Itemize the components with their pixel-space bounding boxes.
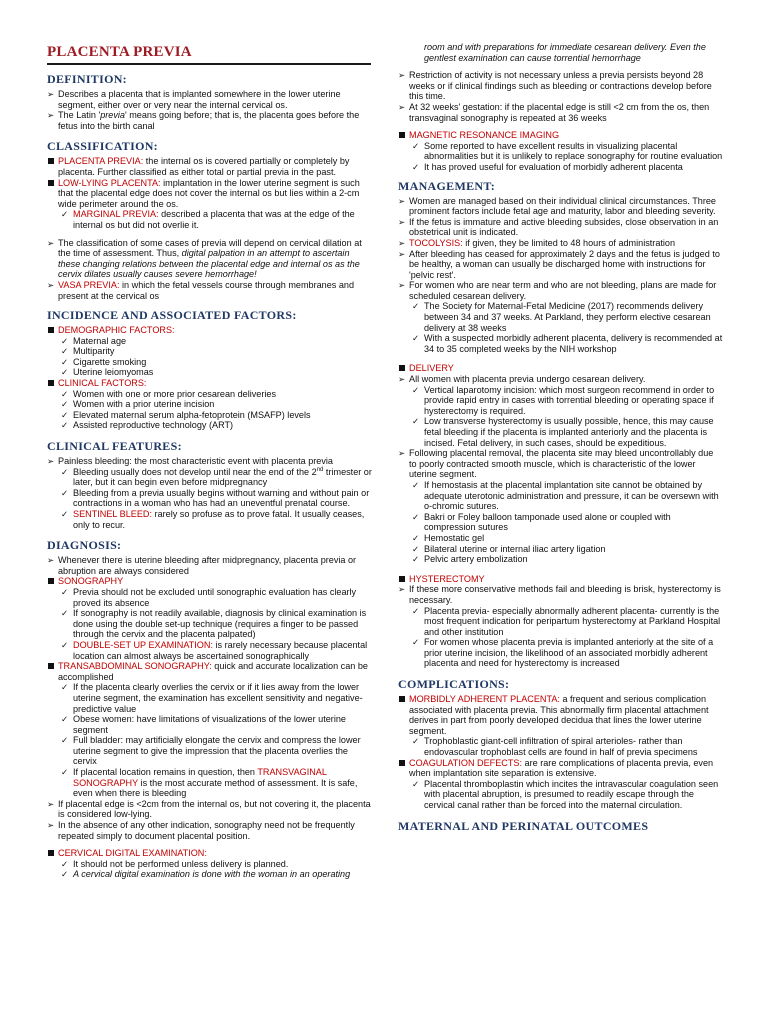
list-item: ✓ Bakri or Foley balloon tamponade used alone or coupled with compression sutures [412, 511, 671, 533]
classification-section [47, 140, 374, 301]
arrow-bullet-icon: ➢ [47, 89, 55, 99]
outcomes-heading: MATERNAL AND PERINATAL OUTCOMES [398, 818, 649, 833]
hysterectomy-section [398, 574, 723, 669]
list-item: TRANSABDOMINAL SONOGRAPHY: quick and accurate localization can be accomplished [47, 661, 374, 682]
list-item: ✓ Obese women: have limitations of visualizations of the lower uterine segment [61, 714, 346, 735]
list-item: HYSTERECTOMY [398, 574, 723, 585]
incidence-section [47, 309, 374, 431]
check-icon: ✓ [61, 466, 69, 477]
square-bullet-icon [48, 578, 54, 584]
check-icon: ✓ [61, 509, 69, 519]
arrow-bullet-icon: ➢ [47, 456, 55, 467]
arrow-bullet-icon: ➢ [398, 448, 406, 459]
incidence-heading: INCIDENCE AND ASSOCIATED FACTORS: [47, 308, 297, 323]
definition-heading: DEFINITION: [47, 72, 127, 86]
list-item: ✓ Some reported to have excellent results in visualizing placental abnormalities but it is unlikely to replace sonography for routine evaluation [412, 140, 723, 162]
arrow-bullet-icon: ➢ [47, 798, 55, 809]
square-bullet-icon [399, 760, 405, 766]
check-icon: ✓ [61, 869, 69, 880]
list-item: ➢ VASA PREVIA: in which the fetal vessels course through membranes and present at the cervical os [47, 279, 355, 301]
list-item: LOW-LYING PLACENTA: implantation in the lower uterine segment is such that the placental edge does not cover the internal os but lies within a 2-cm wide perimeter around the os. [47, 178, 374, 210]
check-icon: ✓ [412, 554, 420, 565]
list-item: ✓ If sonography is not readily available, diagnosis by clinical examination is done using the double set-up technique (requires a finger to be passed through the cervix and the placenta palpated) [61, 608, 367, 640]
check-icon: ✓ [412, 778, 420, 789]
arrow-bullet-icon: ➢ [47, 279, 55, 290]
check-icon: ✓ [412, 479, 420, 490]
check-icon: ✓ [412, 637, 420, 648]
arrow-bullet-icon: ➢ [398, 248, 406, 259]
square-bullet-icon [399, 576, 405, 582]
list-item: ✓ SENTINEL BLEED: rarely so profuse as to prove fatal. It usually ceases, only to recur. [61, 509, 365, 530]
list-item: ➢ In the absence of any other indication, sonography need not be frequently repeated simply to document placental position. [47, 820, 355, 841]
list-item: ✓ Low transverse hysterectomy is usually possible, hence, this may cause fetal bleeding if the placenta is implanted anteriorly and the placenta is incised. Fetal delivery, in such cases, should be expeditious. [412, 416, 714, 448]
check-icon: ✓ [61, 586, 69, 597]
arrow-bullet-icon: ➢ [47, 555, 55, 566]
check-icon: ✓ [61, 367, 69, 378]
arrow-bullet-icon: ➢ [398, 101, 406, 112]
check-icon: ✓ [61, 420, 69, 431]
list-item: ✓ Bilateral uterine or internal iliac artery ligation [412, 543, 606, 554]
square-bullet-icon [399, 365, 405, 371]
list-item: COAGULATION DEFECTS: are rare complications of placenta previa, even when implantation site separation is extensive. [398, 758, 723, 779]
delivery-section [398, 363, 723, 564]
clinical-features-section [47, 440, 374, 530]
check-icon: ✓ [412, 736, 420, 747]
arrow-bullet-icon: ➢ [398, 216, 406, 227]
check-icon: ✓ [61, 335, 69, 346]
check-icon: ✓ [61, 682, 69, 693]
complications-section [398, 678, 723, 811]
check-icon: ✓ [412, 161, 420, 172]
arrow-bullet-icon: ➢ [398, 374, 406, 385]
check-icon: ✓ [61, 608, 69, 619]
arrow-bullet-icon: ➢ [47, 820, 55, 831]
arrow-bullet-icon: ➢ [398, 237, 406, 248]
check-icon: ✓ [412, 605, 420, 616]
check-icon: ✓ [61, 346, 69, 357]
title-divider [47, 63, 371, 65]
right-column [398, 42, 723, 836]
list-item: ✓ Maternal age [61, 335, 127, 346]
check-icon: ✓ [412, 511, 420, 522]
list-item: ✓ Bleeding usually does not develop until near the end of the 2nd trimester or later, but it can begin even before midpregnancy [61, 466, 372, 488]
list-item: ✓ Hemostatic gel [412, 532, 485, 543]
list-item: MORBIDLY ADHERENT PLACENTA: a frequent and serious complication associated with placenta previa. This abnormally firm placental attachment derives in part from poorly developed decidua that lines the lower uterine segment. [398, 694, 723, 736]
list-item: ✓ MARGINAL PREVIA: described a placenta that was at the edge of the internal os but did not overlie it. [61, 209, 355, 230]
list-item: CLINICAL FACTORS: [47, 378, 374, 389]
list-item: ✓ Full bladder: may artificially elongate the cervix and compress the lower uterine segment to give the impression that the placenta overlies the cervix [61, 735, 361, 767]
list-item: ✓ It should not be performed unless delivery is planned. [61, 858, 289, 869]
left-column [47, 44, 374, 889]
list-item: ➢ Describes a placenta that is implanted somewhere in the lower uterine segment, either over or very near the internal cervical os. [47, 89, 341, 110]
arrow-bullet-icon: ➢ [47, 110, 55, 121]
list-item: ➢ Painless bleeding: the most characteristic event with placenta previa [47, 456, 333, 467]
list-item: ➢ All women with placenta previa undergo cesarean delivery. [398, 374, 646, 385]
list-item: ✓ Elevated maternal serum alpha-fetoprotein (MSAFP) levels [61, 409, 311, 420]
management-section [398, 180, 723, 355]
check-icon: ✓ [412, 384, 420, 395]
list-item: ✓ For women whose placenta previa is implanted anteriorly at the site of a prior uterine incision, the likelihood of an associated morbidly adherent placenta and need for hysterectomy is increased [412, 637, 714, 669]
definition-section [47, 73, 374, 131]
list-item: ✓ Women with a prior uterine incision [61, 399, 215, 410]
list-item: ➢ For women who are near term and who are not bleeding, plans are made for scheduled cesarean delivery. [398, 280, 717, 301]
check-icon: ✓ [61, 858, 69, 869]
list-item: ✓ If placental location remains in question, then TRANSVAGINAL SONOGRAPHY is the most accurate method of assessment. It is safe, even when there is bleeding [61, 767, 358, 799]
square-bullet-icon [48, 850, 54, 856]
list-item: CERVICAL DIGITAL EXAMINATION: [47, 848, 374, 859]
arrow-bullet-icon: ➢ [47, 237, 55, 248]
list-item: ✓ Women with one or more prior cesarean deliveries [61, 388, 277, 399]
arrow-bullet-icon: ➢ [398, 280, 406, 291]
list-item: ➢ Following placental removal, the placenta site may bleed uncontrollably due to poorly contracted smooth muscle, which is characteristic of the lower uterine segment. [398, 448, 714, 480]
check-icon: ✓ [61, 487, 69, 498]
check-icon: ✓ [61, 356, 69, 367]
check-icon: ✓ [61, 735, 69, 746]
list-item: ✓ Placenta previa- especially abnormally adherent placenta- currently is the most frequent indication for peripartum hysterectomy at Parkland Hospital and other institution [412, 605, 721, 637]
arrow-bullet-icon: ➢ [398, 584, 406, 595]
square-bullet-icon [399, 132, 405, 138]
classification-heading: CLASSIFICATION: [47, 139, 158, 154]
check-icon: ✓ [61, 409, 69, 420]
complications-heading: COMPLICATIONS: [398, 677, 510, 692]
list-item: ✓ If hemostasis at the placental implantation site cannot be obtained by adequate uterotonic administration and pressure, it can be oversewn with o-chromic sutures. [412, 479, 719, 512]
list-item: ➢ The classification of some cases of previa will depend on cervical dilation at the time of assessment. Thus, digital palpation in an attempt to ascertain these changing relations between the placental edge and internal os as the cervix dilates usually causes severe hemorrhage! [47, 237, 362, 280]
list-item: room and with preparations for immediate cesarean delivery. Even the gentlest examination can cause torrential hemorrhage [424, 42, 706, 63]
square-bullet-icon [48, 663, 54, 669]
list-item: DEMOGRAPHIC FACTORS: [47, 325, 374, 336]
diagnosis-section [47, 539, 374, 880]
square-bullet-icon [48, 380, 54, 386]
list-item: ✓ Cigarette smoking [61, 356, 147, 367]
list-item: ➢ At 32 weeks' gestation: if the placental edge is still <2 cm from the os, then transvaginal sonography is repeated at 36 weeks [398, 101, 710, 123]
arrow-bullet-icon: ➢ [398, 70, 406, 81]
check-icon: ✓ [412, 301, 420, 312]
check-icon: ✓ [61, 639, 69, 650]
list-item: ➢ Whenever there is uterine bleeding after midpregnancy, placenta previa or abruption are always considered [47, 555, 357, 576]
diagnosis-heading: DIAGNOSIS: [47, 538, 122, 553]
arrow-bullet-icon: ➢ [398, 195, 406, 206]
list-item: ➢ If the fetus is immature and active bleeding subsides, close observation in an obstetrical unit is indicated. [398, 216, 719, 238]
list-item: ✓ If the placenta clearly overlies the cervix or if it lies away from the lower uterine segment, the examination has excellent sensitivity and negative-predictive value [61, 682, 363, 714]
management-heading: MANAGEMENT: [398, 178, 496, 193]
check-icon: ✓ [412, 333, 420, 344]
list-item: ✓ Placental thromboplastin which incites the intravascular coagulation seen with placental abruption, is presumed to readily escape through the cervical canal rather than be forced into the maternal circulation. [412, 778, 719, 810]
list-item: ✓ DOUBLE-SET UP EXAMINATION: is rarely necessary because placental location can almost always be ascertained sonographically [61, 639, 368, 661]
list-item: ➢ If placental edge is <2cm from the internal os, but not covering it, the placenta is considered low-lying. [47, 798, 371, 820]
page-title: PLACENTA PREVIA [47, 44, 192, 60]
check-icon: ✓ [61, 209, 69, 220]
check-icon: ✓ [61, 714, 69, 725]
list-item: DELIVERY [398, 363, 723, 374]
check-icon: ✓ [412, 416, 420, 427]
list-item: ✓ Bleeding from a previa usually begins without warning and without pain or contractions in a woman who has had an uneventful prenatal course. [61, 487, 370, 509]
list-item: ➢ If these more conservative methods fail and bleeding is brisk, hysterectomy is necessary. [398, 584, 721, 605]
clinical-features-heading: CLINICAL FEATURES: [47, 439, 182, 454]
list-item: ✓ Previa should not be excluded until sonographic evaluation has clearly proved its absence [61, 586, 357, 608]
list-item: SONOGRAPHY [47, 576, 374, 587]
list-item: ✓ A cervical digital examination is done with the woman in an operating [61, 869, 351, 880]
list-item: ✓ Assisted reproductive technology (ART) [61, 420, 234, 431]
check-icon: ✓ [412, 532, 420, 543]
list-item: PLACENTA PREVIA: the internal os is covered partially or completely by placenta. Further classified as either total or partial previa in the past. [47, 156, 374, 177]
list-item: ✓ Multiparity [61, 346, 115, 357]
square-bullet-icon [399, 696, 405, 702]
square-bullet-icon [48, 180, 54, 186]
list-item: ➢ TOCOLYSIS: if given, they be limited to 48 hours of administration [398, 237, 676, 248]
list-item: ✓ It has proved useful for evaluation of morbidly adherent placenta [412, 161, 683, 172]
square-bullet-icon [48, 158, 54, 164]
list-item: MAGNETIC RESONANCE IMAGING [398, 130, 723, 141]
check-icon: ✓ [412, 543, 420, 554]
list-item: ➢ The Latin 'previa' means going before; that is, the placenta goes before the fetus into the birth canal [47, 110, 360, 131]
list-item: ✓ The Society for Maternal-Fetal Medicine (2017) recommends delivery between 34 and 37 weeks. At Parkland, they perform elective cesarean delivery at 38 weeks [412, 301, 711, 333]
list-item: ✓ With a suspected morbidly adherent placenta, delivery is recommended at 34 to 35 completed weeks by the NIH workshop [412, 333, 723, 354]
check-icon: ✓ [412, 140, 420, 151]
list-item: ➢ After bleeding has ceased for approximately 2 days and the fetus is judged to be healthy, a woman can usually be discharged home with instructions for 'pelvic rest'. [398, 248, 720, 280]
square-bullet-icon [48, 327, 54, 333]
list-item: ➢ Restriction of activity is not necessary unless a previa persists beyond 28 weeks or if clinical findings such as bleeding or contractions develop before this time. [398, 70, 712, 102]
check-icon: ✓ [61, 767, 69, 778]
check-icon: ✓ [61, 388, 69, 399]
list-item: ✓ Vertical laparotomy incision: which most surgeon recommend in order to provide rapid entry in cases with torrential bleeding or operating space if hysterectomy is required. [412, 384, 715, 416]
list-item: ➢ Women are managed based on their individual clinical circumstances. Three prominent factors include fetal age and maturity, labor and bleeding severity. [398, 195, 716, 217]
list-item: ✓ Trophoblastic giant-cell infiltration of spiral arterioles- rather than endovascular trophoblast cells are found in half of previa specimens [412, 736, 698, 758]
check-icon: ✓ [61, 399, 69, 410]
list-item: ✓ Pelvic artery embolization [412, 554, 528, 565]
list-item: ✓ Uterine leiomyomas [61, 367, 154, 378]
